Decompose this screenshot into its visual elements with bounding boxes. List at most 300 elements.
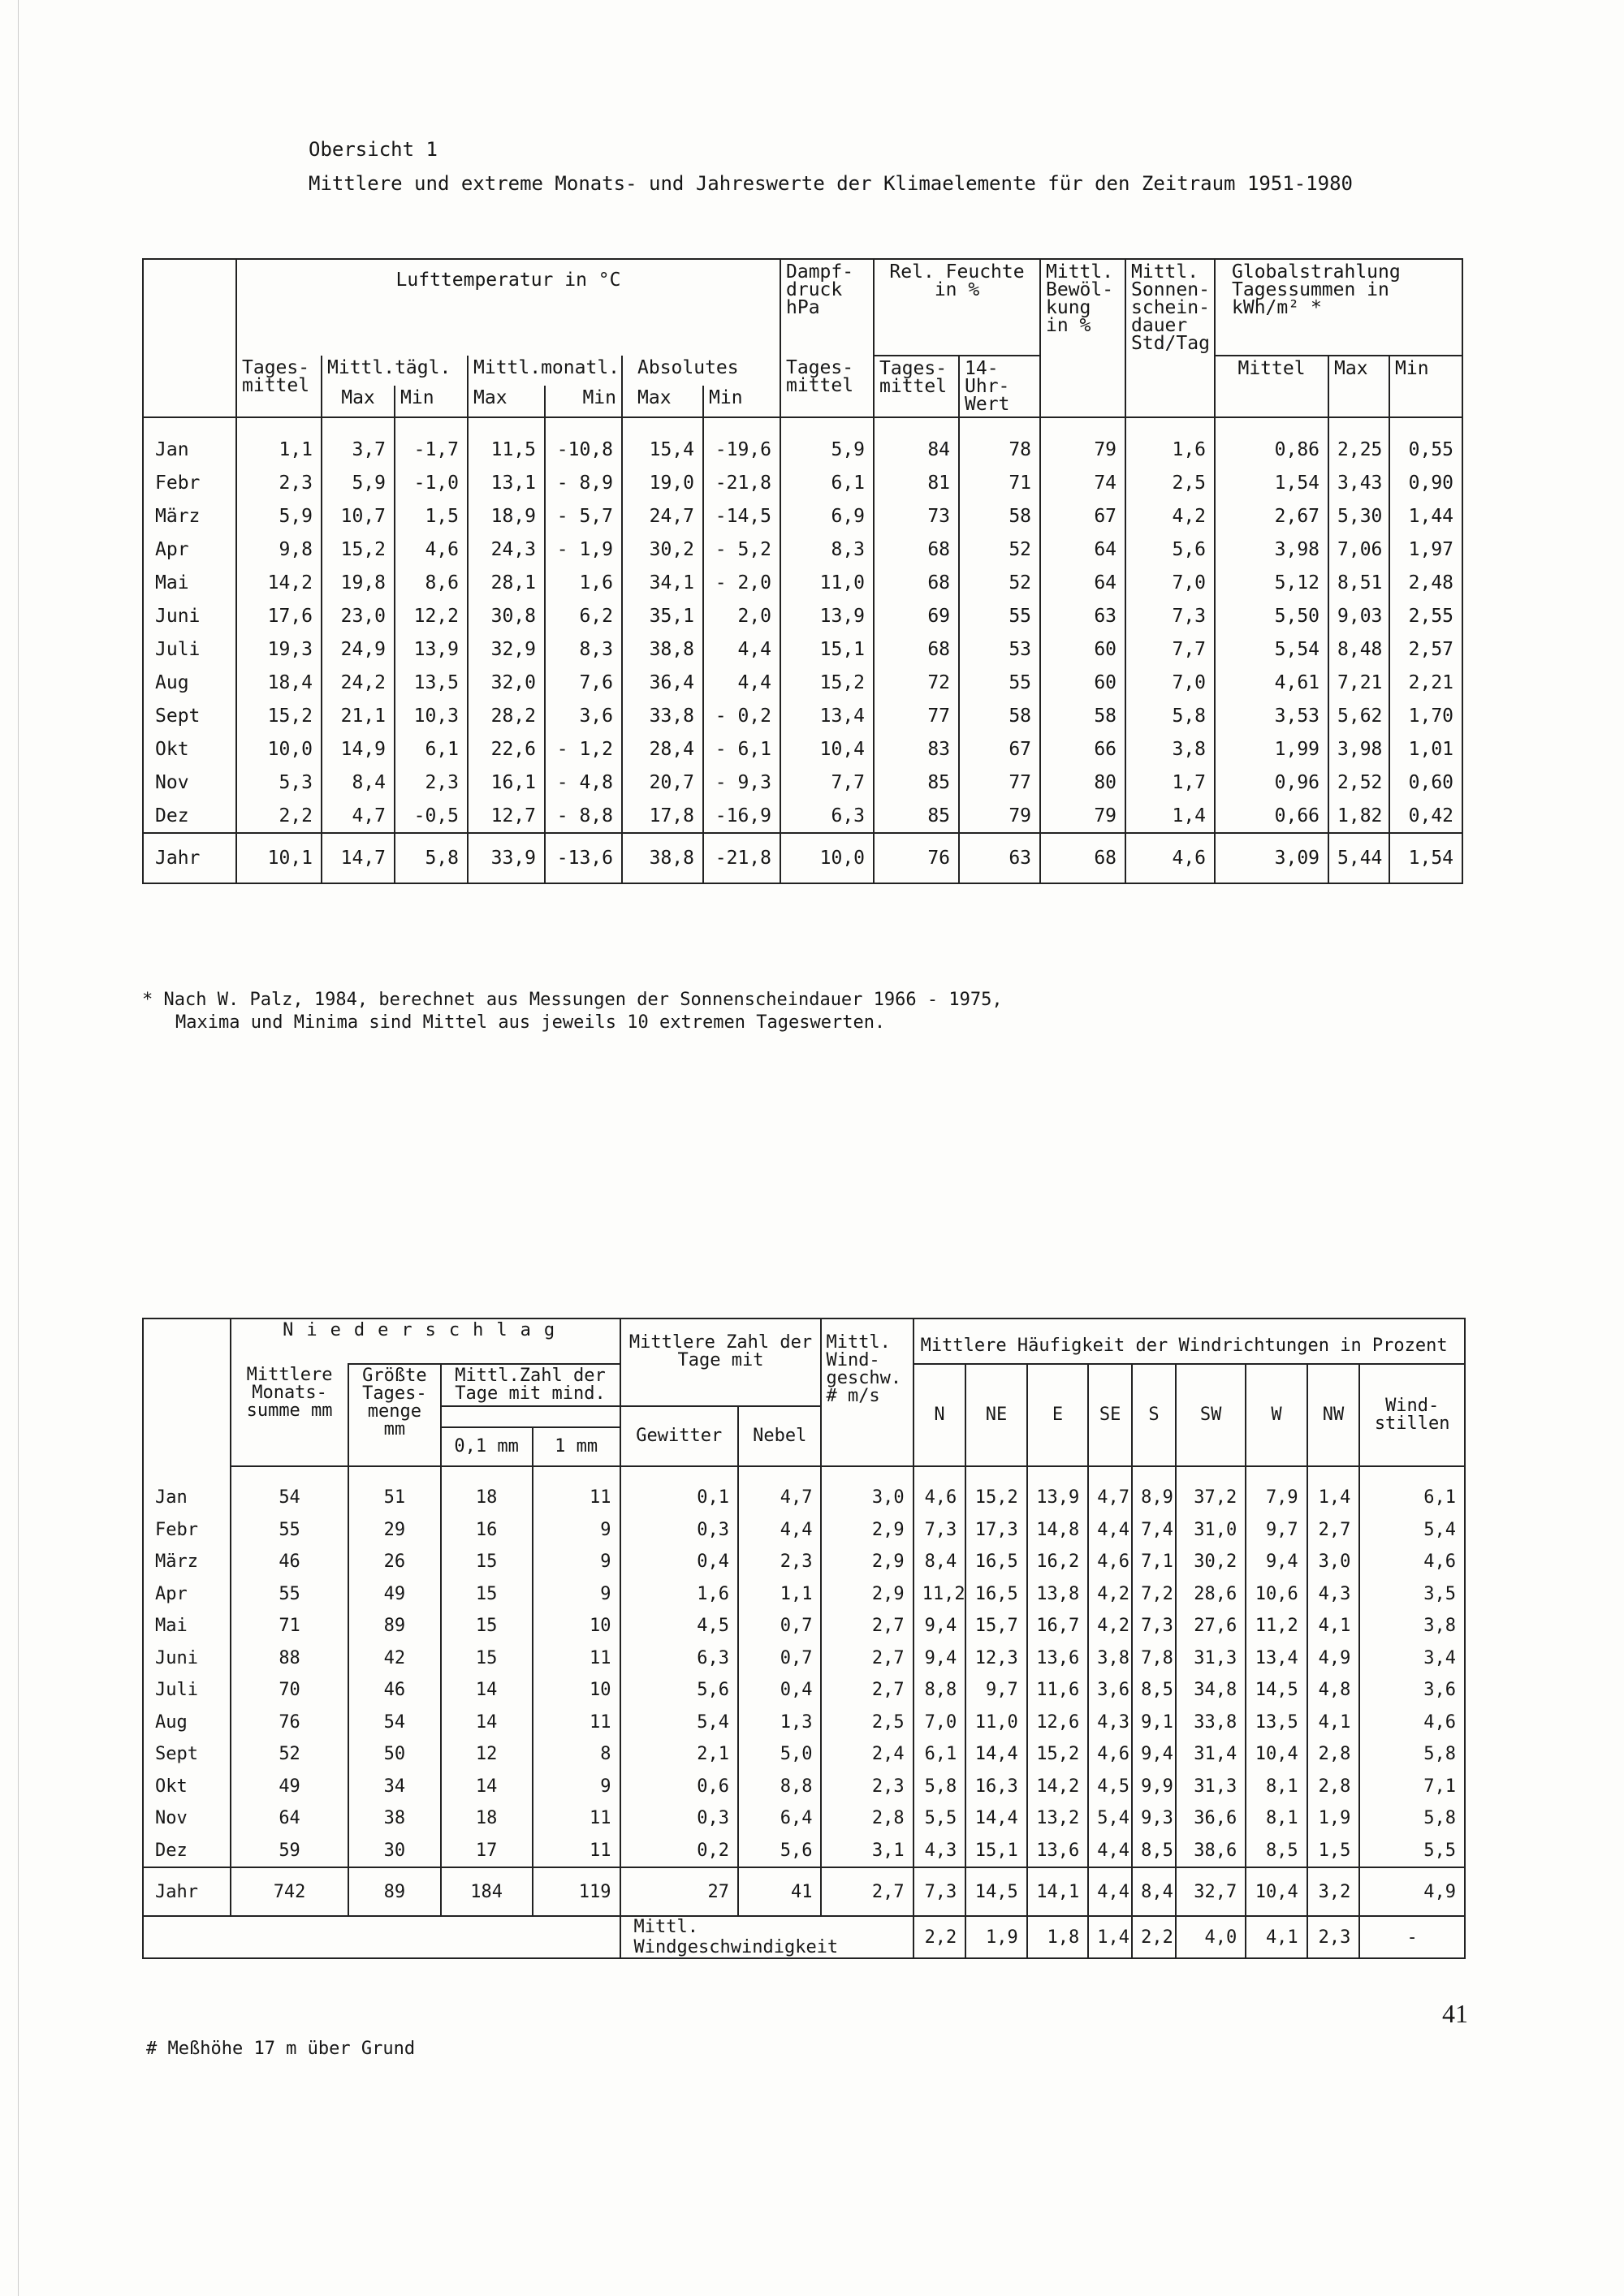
table-cell: 59: [231, 1835, 349, 1868]
table-cell: 6,1: [914, 1738, 966, 1771]
header-taegl-max: Max: [322, 386, 395, 417]
table-cell: 4,4: [1088, 1835, 1132, 1868]
header-taegl-min: Min: [395, 386, 468, 417]
table-cell: 4,9: [1307, 1642, 1360, 1675]
table-cell: 2,9: [821, 1546, 913, 1578]
table-cell: 68: [1040, 833, 1125, 883]
table-cell: 7,0: [914, 1707, 966, 1739]
header-windstillen: Wind- stillen: [1359, 1364, 1465, 1466]
row-label: Apr: [143, 1578, 231, 1611]
table-cell: 19,0: [622, 466, 703, 499]
table-cell: 11,0: [965, 1707, 1026, 1739]
table-cell: 5,5: [914, 1802, 966, 1835]
table-cell: 33,8: [1176, 1707, 1246, 1739]
table-cell: 8,48: [1328, 632, 1389, 666]
table-cell: 2,8: [1307, 1738, 1360, 1771]
table-cell: 17: [441, 1835, 533, 1868]
row-label: Jahr: [143, 833, 236, 883]
precip-row: [143, 1738, 1465, 1771]
header-feuchte-tagesmittel: Tages- mittel: [874, 356, 959, 417]
table-cell: 46: [231, 1546, 349, 1578]
table-cell: 7,3: [914, 1867, 966, 1916]
table-cell: 3,5: [1359, 1578, 1465, 1611]
table-cell: 64: [231, 1802, 349, 1835]
table-cell: 24,3: [468, 533, 545, 566]
table-cell: 6,4: [738, 1802, 821, 1835]
table-cell: 11: [533, 1642, 620, 1675]
row-label: Nov: [143, 1802, 231, 1835]
table-cell: 24,7: [622, 499, 703, 533]
table-cell: 64: [1040, 533, 1125, 566]
table-cell: 2,21: [1389, 666, 1462, 699]
table-cell: 1,82: [1328, 799, 1389, 833]
table-cell: 54: [348, 1707, 440, 1739]
table-cell: 13,9: [1027, 1466, 1088, 1514]
table-cell: 7,3: [1125, 599, 1215, 632]
table-cell: 14,1: [1027, 1867, 1088, 1916]
table-cell: 7,1: [1132, 1546, 1176, 1578]
table-cell: -19,6: [703, 417, 780, 466]
table-cell: 11: [533, 1802, 620, 1835]
precip-row: [143, 1578, 1465, 1611]
table-cell: 14,5: [1246, 1674, 1307, 1707]
table-cell: 3,43: [1328, 466, 1389, 499]
table-cell: 16,7: [1027, 1610, 1088, 1642]
header-abs-max: Max: [622, 386, 703, 417]
table-cell: 14,9: [322, 732, 395, 766]
table-cell: 0,42: [1389, 799, 1462, 833]
row-label: März: [143, 1546, 231, 1578]
table-cell: 14,2: [236, 566, 322, 599]
table-cell: 4,6: [1359, 1707, 1465, 1739]
table-cell: 1,1: [236, 417, 322, 466]
table-cell: 5,3: [236, 766, 322, 799]
table-cell: 15,2: [780, 666, 874, 699]
precip-row: [143, 1802, 1465, 1835]
row-label: Okt: [143, 1771, 231, 1803]
table-cell: 64: [1040, 566, 1125, 599]
table-cell: 3,98: [1328, 732, 1389, 766]
table-cell: 22,6: [468, 732, 545, 766]
table-cell: - 8,9: [545, 466, 622, 499]
header-sonnen-bottom: [1125, 386, 1215, 417]
table-cell: 10: [533, 1610, 620, 1642]
table-cell: 16,3: [965, 1771, 1026, 1803]
climate-row-jahr: [143, 833, 1462, 883]
table-cell: 13,2: [1027, 1802, 1088, 1835]
table-cell: 5,44: [1328, 833, 1389, 883]
table-cell: 3,7: [322, 417, 395, 466]
header-mittlere-zahl: Mittlere Zahl der Tage mit: [620, 1318, 822, 1406]
table-cell: 5,9: [780, 417, 874, 466]
table-cell: 52: [231, 1738, 349, 1771]
table-cell: 4,3: [914, 1835, 966, 1868]
table-cell: 0,3: [620, 1802, 739, 1835]
climate-row: [143, 799, 1462, 833]
table-cell: 4,3: [1307, 1578, 1360, 1611]
table-cell: 3,1: [821, 1835, 913, 1868]
table-cell: 0,60: [1389, 766, 1462, 799]
table-cell: 8,5: [1132, 1835, 1176, 1868]
table-cell: 8,1: [1246, 1802, 1307, 1835]
table-cell: 5,6: [620, 1674, 739, 1707]
table-cell: 11: [533, 1466, 620, 1514]
table-cell: 8,3: [545, 632, 622, 666]
table-cell: 3,8: [1125, 732, 1215, 766]
table-cell: 69: [874, 599, 959, 632]
table-cell: 9: [533, 1578, 620, 1611]
table-cell: 12,6: [1027, 1707, 1088, 1739]
table-cell: 17,3: [965, 1514, 1026, 1547]
table-cell: 38: [348, 1802, 440, 1835]
table-cell: 8,4: [1132, 1867, 1176, 1916]
table-cell: 11,2: [1246, 1610, 1307, 1642]
table-cell: 14,5: [965, 1867, 1026, 1916]
table-cell: 5,4: [620, 1707, 739, 1739]
table-cell: 37,2: [1176, 1466, 1246, 1514]
table-cell: 2,9: [821, 1578, 913, 1611]
table-cell: 10,7: [322, 499, 395, 533]
table-cell: 71: [231, 1610, 349, 1642]
table-cell: 14: [441, 1771, 533, 1803]
header-abs-min: Min: [703, 386, 780, 417]
precipitation-wind-table: [142, 1318, 1466, 1959]
table-cell: 1,3: [738, 1707, 821, 1739]
table-cell: 4,6: [1359, 1546, 1465, 1578]
table-cell: 1,01: [1389, 732, 1462, 766]
table-cell: 18: [441, 1466, 533, 1514]
table-cell: 15,1: [780, 632, 874, 666]
table-cell: 8: [533, 1738, 620, 1771]
table-cell: 3,6: [1359, 1674, 1465, 1707]
table-cell: 0,1: [620, 1466, 739, 1514]
table-cell: 7,1: [1359, 1771, 1465, 1803]
header-nebel: Nebel: [738, 1406, 821, 1466]
row-label: Dez: [143, 799, 236, 833]
table-cell: 2,9: [821, 1514, 913, 1547]
table-cell: 6,3: [620, 1642, 739, 1675]
precip-row: [143, 1642, 1465, 1675]
table-cell: 58: [1040, 699, 1125, 732]
table-cell: 5,8: [1359, 1802, 1465, 1835]
row-label: Febr: [143, 466, 236, 499]
table-cell: 85: [874, 799, 959, 833]
precip-row-jahr: [143, 1867, 1465, 1916]
table-cell: 67: [959, 732, 1040, 766]
table-cell: - 4,8: [545, 766, 622, 799]
table-cell: 2,4: [821, 1738, 913, 1771]
windspeed-ne: 1,9: [965, 1916, 1026, 1958]
table-cell: 13,4: [780, 699, 874, 732]
table-cell: 8,4: [322, 766, 395, 799]
header-dir-nw: NW: [1307, 1364, 1360, 1466]
table-cell: 79: [1040, 417, 1125, 466]
table-cell: 5,62: [1328, 699, 1389, 732]
page-edge-line: [18, 0, 19, 2296]
table-cell: 20,7: [622, 766, 703, 799]
table-cell: -21,8: [703, 833, 780, 883]
table-cell: 4,2: [1088, 1610, 1132, 1642]
header-haeufigkeit: Mittlere Häufigkeit der Windrichtungen in Prozent: [914, 1318, 1465, 1364]
table-cell: 8,8: [738, 1771, 821, 1803]
table-cell: 70: [231, 1674, 349, 1707]
header-global-mittel: Mittel: [1215, 356, 1328, 417]
table-cell: 9,8: [236, 533, 322, 566]
table-cell: - 5,2: [703, 533, 780, 566]
table-cell: 2,7: [821, 1610, 913, 1642]
table-cell: 0,90: [1389, 466, 1462, 499]
header-zahl-tage: Mittl.Zahl der Tage mit mind.: [441, 1364, 620, 1406]
table-cell: 2,25: [1328, 417, 1389, 466]
table-cell: 30,2: [1176, 1546, 1246, 1578]
header-gewitter: Gewitter: [620, 1406, 739, 1466]
table-cell: 9: [533, 1771, 620, 1803]
table-cell: 14,4: [965, 1738, 1026, 1771]
table-cell: 41: [738, 1867, 821, 1916]
table-cell: 1,44: [1389, 499, 1462, 533]
table-cell: 6,3: [780, 799, 874, 833]
table-cell: 5,54: [1215, 632, 1328, 666]
table-cell: 13,5: [395, 666, 468, 699]
table-cell: 24,9: [322, 632, 395, 666]
table-cell: 0,55: [1389, 417, 1462, 466]
table-cell: 2,0: [703, 599, 780, 632]
table-cell: 36,6: [1176, 1802, 1246, 1835]
header-1mm: 1 mm: [533, 1427, 620, 1466]
table-cell: 18,4: [236, 666, 322, 699]
table-cell: 9,4: [1132, 1738, 1176, 1771]
table-cell: 24,2: [322, 666, 395, 699]
header-windgeschw: Mittl. Wind- geschw. # m/s: [821, 1318, 913, 1466]
header-bewoelkung: Mittl. Bewöl- kung in %: [1040, 259, 1125, 417]
windspeed-label: Mittl. Windgeschwindigkeit: [620, 1916, 914, 1958]
table-cell: 7,0: [1125, 666, 1215, 699]
table-cell: 34,8: [1176, 1674, 1246, 1707]
table-cell: 74: [1040, 466, 1125, 499]
table-cell: 80: [1040, 766, 1125, 799]
header-01mm: 0,1 mm: [441, 1427, 533, 1466]
table-cell: 1,4: [1307, 1466, 1360, 1514]
climate-row: [143, 732, 1462, 766]
precip-row: [143, 1835, 1465, 1868]
table-cell: 3,09: [1215, 833, 1328, 883]
table-cell: 3,8: [1359, 1610, 1465, 1642]
table-cell: 10,4: [1246, 1867, 1307, 1916]
table-cell: 9: [533, 1546, 620, 1578]
table-cell: 68: [874, 632, 959, 666]
table-cell: 5,4: [1088, 1802, 1132, 1835]
table-cell: 10,6: [1246, 1578, 1307, 1611]
table-cell: 67: [1040, 499, 1125, 533]
header-global-max: Max: [1328, 356, 1389, 417]
table-cell: 2,5: [821, 1707, 913, 1739]
table-cell: 4,5: [1088, 1771, 1132, 1803]
row-label: Febr: [143, 1514, 231, 1547]
windspeed-s: 2,2: [1132, 1916, 1176, 1958]
table-cell: 7,8: [1132, 1642, 1176, 1675]
page-title: Mittlere und extreme Monats- und Jahreswerte der Klimaelemente für den Zeitraum 1951-1980: [309, 172, 1353, 195]
table-cell: 12,2: [395, 599, 468, 632]
header-dir-s: S: [1132, 1364, 1176, 1466]
table-cell: -1,7: [395, 417, 468, 466]
table-cell: 9,9: [1132, 1771, 1176, 1803]
table-cell: 73: [874, 499, 959, 533]
table-cell: -13,6: [545, 833, 622, 883]
climate-row: [143, 632, 1462, 666]
header-dir-w: W: [1246, 1364, 1307, 1466]
table-cell: 63: [959, 833, 1040, 883]
table-cell: 0,6: [620, 1771, 739, 1803]
table-cell: 46: [348, 1674, 440, 1707]
table-cell: 1,5: [1307, 1835, 1360, 1868]
table-cell: 2,8: [821, 1802, 913, 1835]
table-cell: 2,55: [1389, 599, 1462, 632]
table-cell: 2,7: [1307, 1514, 1360, 1547]
table-cell: 10,0: [780, 833, 874, 883]
table-cell: 3,2: [1307, 1867, 1360, 1916]
table-cell: 76: [874, 833, 959, 883]
table-cell: 3,8: [1088, 1642, 1132, 1675]
table-cell: 4,4: [703, 666, 780, 699]
table-cell: 0,2: [620, 1835, 739, 1868]
table-cell: 7,3: [1132, 1610, 1176, 1642]
table-cell: 58: [959, 499, 1040, 533]
table-cell: 72: [874, 666, 959, 699]
table-cell: 0,66: [1215, 799, 1328, 833]
table-cell: 4,3: [1088, 1707, 1132, 1739]
table-cell: 31,4: [1176, 1738, 1246, 1771]
table-cell: 1,7: [1125, 766, 1215, 799]
table-cell: 30: [348, 1835, 440, 1868]
table-cell: 7,3: [914, 1514, 966, 1547]
table-cell: 4,6: [914, 1466, 966, 1514]
table-cell: 9,7: [965, 1674, 1026, 1707]
table-cell: 16,1: [468, 766, 545, 799]
table-cell: 1,70: [1389, 699, 1462, 732]
table-cell: 5,4: [1359, 1514, 1465, 1547]
table-cell: 1,6: [1125, 417, 1215, 466]
table-cell: 4,1: [1307, 1610, 1360, 1642]
table-cell: -1,0: [395, 466, 468, 499]
row-label: Mai: [143, 1610, 231, 1642]
climate-table: [142, 258, 1463, 884]
table-cell: 4,4: [738, 1514, 821, 1547]
header-tagesmittel: Tages- mittel: [236, 356, 322, 417]
table-cell: 17,6: [236, 599, 322, 632]
climate-row: [143, 566, 1462, 599]
table-cell: 76: [231, 1707, 349, 1739]
row-label: Mai: [143, 566, 236, 599]
table-cell: 7,2: [1132, 1578, 1176, 1611]
table-cell: 2,2: [236, 799, 322, 833]
table-cell: 4,9: [1359, 1867, 1465, 1916]
table-cell: 55: [231, 1578, 349, 1611]
table-cell: 10,3: [395, 699, 468, 732]
table-cell: 58: [959, 699, 1040, 732]
table-cell: 15: [441, 1642, 533, 1675]
row-label: Juli: [143, 1674, 231, 1707]
footnote-messhoehe: # Meßhöhe 17 m über Grund: [146, 2039, 416, 2059]
precip-row: [143, 1466, 1465, 1514]
header-monatl-min: Min: [545, 386, 622, 417]
table-cell: 9,3: [1132, 1802, 1176, 1835]
table-cell: 184: [441, 1867, 533, 1916]
table-cell: 4,7: [322, 799, 395, 833]
windspeed-w: 4,1: [1246, 1916, 1307, 1958]
table-cell: 15,7: [965, 1610, 1026, 1642]
table-cell: 13,4: [1246, 1642, 1307, 1675]
table-cell: 1,4: [1125, 799, 1215, 833]
table-cell: 34: [348, 1771, 440, 1803]
table-cell: 2,52: [1328, 766, 1389, 799]
header-dampf-tagesmittel: Tages- mittel: [780, 356, 874, 417]
windspeed-row: [143, 1916, 1465, 1958]
table-cell: 34,1: [622, 566, 703, 599]
windspeed-n: 2,2: [914, 1916, 966, 1958]
table-cell: 60: [1040, 666, 1125, 699]
table-cell: 4,4: [1088, 1514, 1132, 1547]
windspeed-e: 1,8: [1027, 1916, 1088, 1958]
table-cell: 1,5: [395, 499, 468, 533]
table-cell: 6,1: [395, 732, 468, 766]
table-cell: 13,9: [780, 599, 874, 632]
table-cell: -21,8: [703, 466, 780, 499]
table-cell: 81: [874, 466, 959, 499]
footnote-palz-2: Maxima und Minima sind Mittel aus jeweils 10 extremen Tageswerten.: [175, 1012, 886, 1033]
table-cell: 5,30: [1328, 499, 1389, 533]
table-cell: 16,5: [965, 1578, 1026, 1611]
table-cell: 15,2: [1027, 1738, 1088, 1771]
table-cell: 4,4: [1088, 1867, 1132, 1916]
climate-row: [143, 533, 1462, 566]
table-cell: 15,2: [322, 533, 395, 566]
table-cell: 3,98: [1215, 533, 1328, 566]
table-cell: 0,7: [738, 1610, 821, 1642]
overview-label: Obersicht 1: [309, 138, 438, 161]
table-cell: 9,4: [1246, 1546, 1307, 1578]
table-cell: 6,1: [780, 466, 874, 499]
table-cell: 26: [348, 1546, 440, 1578]
table-cell: 8,8: [914, 1674, 966, 1707]
table-cell: 16,5: [965, 1546, 1026, 1578]
table-cell: 38,8: [622, 632, 703, 666]
row-label: Sept: [143, 699, 236, 732]
table-cell: 5,8: [395, 833, 468, 883]
table-cell: - 5,7: [545, 499, 622, 533]
precip-row: [143, 1771, 1465, 1803]
table-cell: 11,2: [914, 1578, 966, 1611]
table-cell: 14,8: [1027, 1514, 1088, 1547]
row-label: Aug: [143, 1707, 231, 1739]
table-cell: 5,50: [1215, 599, 1328, 632]
table-cell: 78: [959, 417, 1040, 466]
table-cell: 8,1: [1246, 1771, 1307, 1803]
table-cell: 50: [348, 1738, 440, 1771]
table-cell: 71: [959, 466, 1040, 499]
table-cell: - 9,3: [703, 766, 780, 799]
table-cell: 6,2: [545, 599, 622, 632]
table-cell: 31,0: [1176, 1514, 1246, 1547]
table-cell: 5,6: [1125, 533, 1215, 566]
table-cell: 38,8: [622, 833, 703, 883]
climate-row: [143, 499, 1462, 533]
table-cell: 9,1: [1132, 1707, 1176, 1739]
table-cell: 1,54: [1215, 466, 1328, 499]
table-cell: 12,7: [468, 799, 545, 833]
table-cell: 52: [959, 533, 1040, 566]
table-cell: 17,8: [622, 799, 703, 833]
table-cell: 84: [874, 417, 959, 466]
